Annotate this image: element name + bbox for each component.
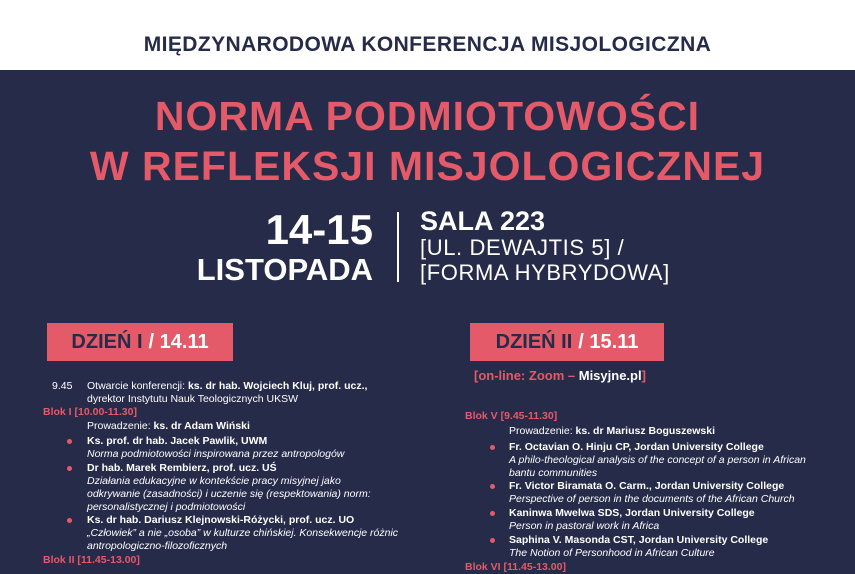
talk-speaker: Dr hab. Marek Rembierz, prof. ucz. UŚ xyxy=(87,462,277,474)
title-line-2: W REFLEKSJI MISJOLOGICZNEJ xyxy=(89,143,766,189)
bullet-icon xyxy=(490,445,495,450)
talk-title: The Notion of Personhood in African Culture xyxy=(509,547,715,559)
day1-block1: Blok I [10.00-11.30] xyxy=(43,406,137,418)
day2-label: DZIEŃ II xyxy=(495,330,573,353)
talk-item xyxy=(509,480,849,506)
talk-speaker: Kaninwa Mwelwa SDS, Jordan University College xyxy=(509,507,755,519)
day1-date: / 14.11 xyxy=(148,330,209,353)
opening-text: Otwarcie konferencji: xyxy=(87,380,186,392)
talk-item xyxy=(509,534,849,560)
event-month: LISTOPADA xyxy=(196,252,373,287)
event-format: [FORMA HYBRYDOWA] xyxy=(420,260,670,285)
opening-role: dyrektor Instytutu Nauk Teologicznych UKSW xyxy=(87,393,299,405)
talk-item xyxy=(87,462,387,514)
talk-item xyxy=(87,514,407,553)
bullet-icon xyxy=(67,518,72,523)
divider xyxy=(397,212,399,282)
day1-opening-time: 9.45 xyxy=(52,380,73,392)
online-site-link[interactable]: Misyjne.pl xyxy=(578,368,642,383)
day1-block2: Blok II [11.45-13.00] xyxy=(43,554,140,566)
day2-date: / 15.11 xyxy=(578,330,639,353)
talk-title: „Człowiek” a nie „osoba” w kulturze chińskiej. Konsekwencje różnic antropologiczno-filozoficznych xyxy=(87,527,399,552)
moderator-name: ks. dr Mariusz Boguszewski xyxy=(575,425,716,437)
moderator-label: Prowadzenie: xyxy=(509,425,573,437)
talk-title: Perspective of person in the documents of the African Church xyxy=(509,493,795,505)
bullet-icon xyxy=(67,466,72,471)
talk-item xyxy=(509,441,829,480)
event-dates: 14-15 xyxy=(265,206,373,253)
event-address: [UL. DEWAJTIS 5] / xyxy=(420,235,625,260)
talk-speaker: Fr. Octavian O. Hinju CP, Jordan University College xyxy=(509,441,764,453)
event-room: SALA 223 xyxy=(420,206,546,236)
day2-moderator-line xyxy=(509,425,715,438)
title-line-1: NORMA PODMIOTOWOŚCI xyxy=(154,93,701,139)
day1-header xyxy=(47,323,233,361)
day1-label: DZIEŃ I xyxy=(71,330,143,353)
talk-speaker: Ks. prof. dr hab. Jacek Pawlik, UWM xyxy=(87,435,268,447)
moderator-name: ks. dr Adam Wiński xyxy=(153,420,250,432)
talk-speaker: Ks. dr hab. Dariusz Klejnowski-Różycki, prof. ucz. UO xyxy=(87,514,355,526)
online-prefix: [on-line: Zoom – xyxy=(474,368,576,383)
moderator-label: Prowadzenie: xyxy=(87,420,151,432)
day2-header xyxy=(470,323,664,361)
talk-item xyxy=(87,435,427,461)
bullet-icon xyxy=(490,511,495,516)
talk-title: Działania edukacyjne w kontekście pracy misyjnej jako odkrywanie (zasadności) i uczenie się (respektowania) norm: personalistycznej i podmiotowości xyxy=(87,475,371,513)
bullet-icon xyxy=(490,484,495,489)
talk-title: A philo-theological analysis of the concept of a person in African bantu communities xyxy=(509,454,806,479)
day2-online xyxy=(474,368,646,383)
day2-block6: Blok VI [11.45-13.00] xyxy=(465,561,566,573)
talk-title: Norma podmiotowości inspirowana przez antropologów xyxy=(87,448,345,460)
talk-speaker: Saphina V. Masonda CST, Jordan University College xyxy=(509,534,769,546)
day1-moderator-line xyxy=(87,420,250,433)
talk-item xyxy=(509,507,849,533)
day1-opening xyxy=(87,380,427,406)
conference-name: MIĘDZYNARODOWA KONFERENCJA MISJOLOGICZNA xyxy=(143,33,712,56)
bullet-icon xyxy=(67,439,72,444)
online-suffix: ] xyxy=(641,368,646,383)
opening-person: ks. dr hab. Wojciech Kluj, prof. ucz., xyxy=(187,380,368,392)
bullet-icon xyxy=(490,538,495,543)
talk-title: Person in pastoral work in Africa xyxy=(509,520,660,532)
day2-block5: Blok V [9.45-11.30] xyxy=(465,410,558,422)
talk-speaker: Fr. Victor Biramata O. Carm., Jordan University College xyxy=(509,480,785,492)
